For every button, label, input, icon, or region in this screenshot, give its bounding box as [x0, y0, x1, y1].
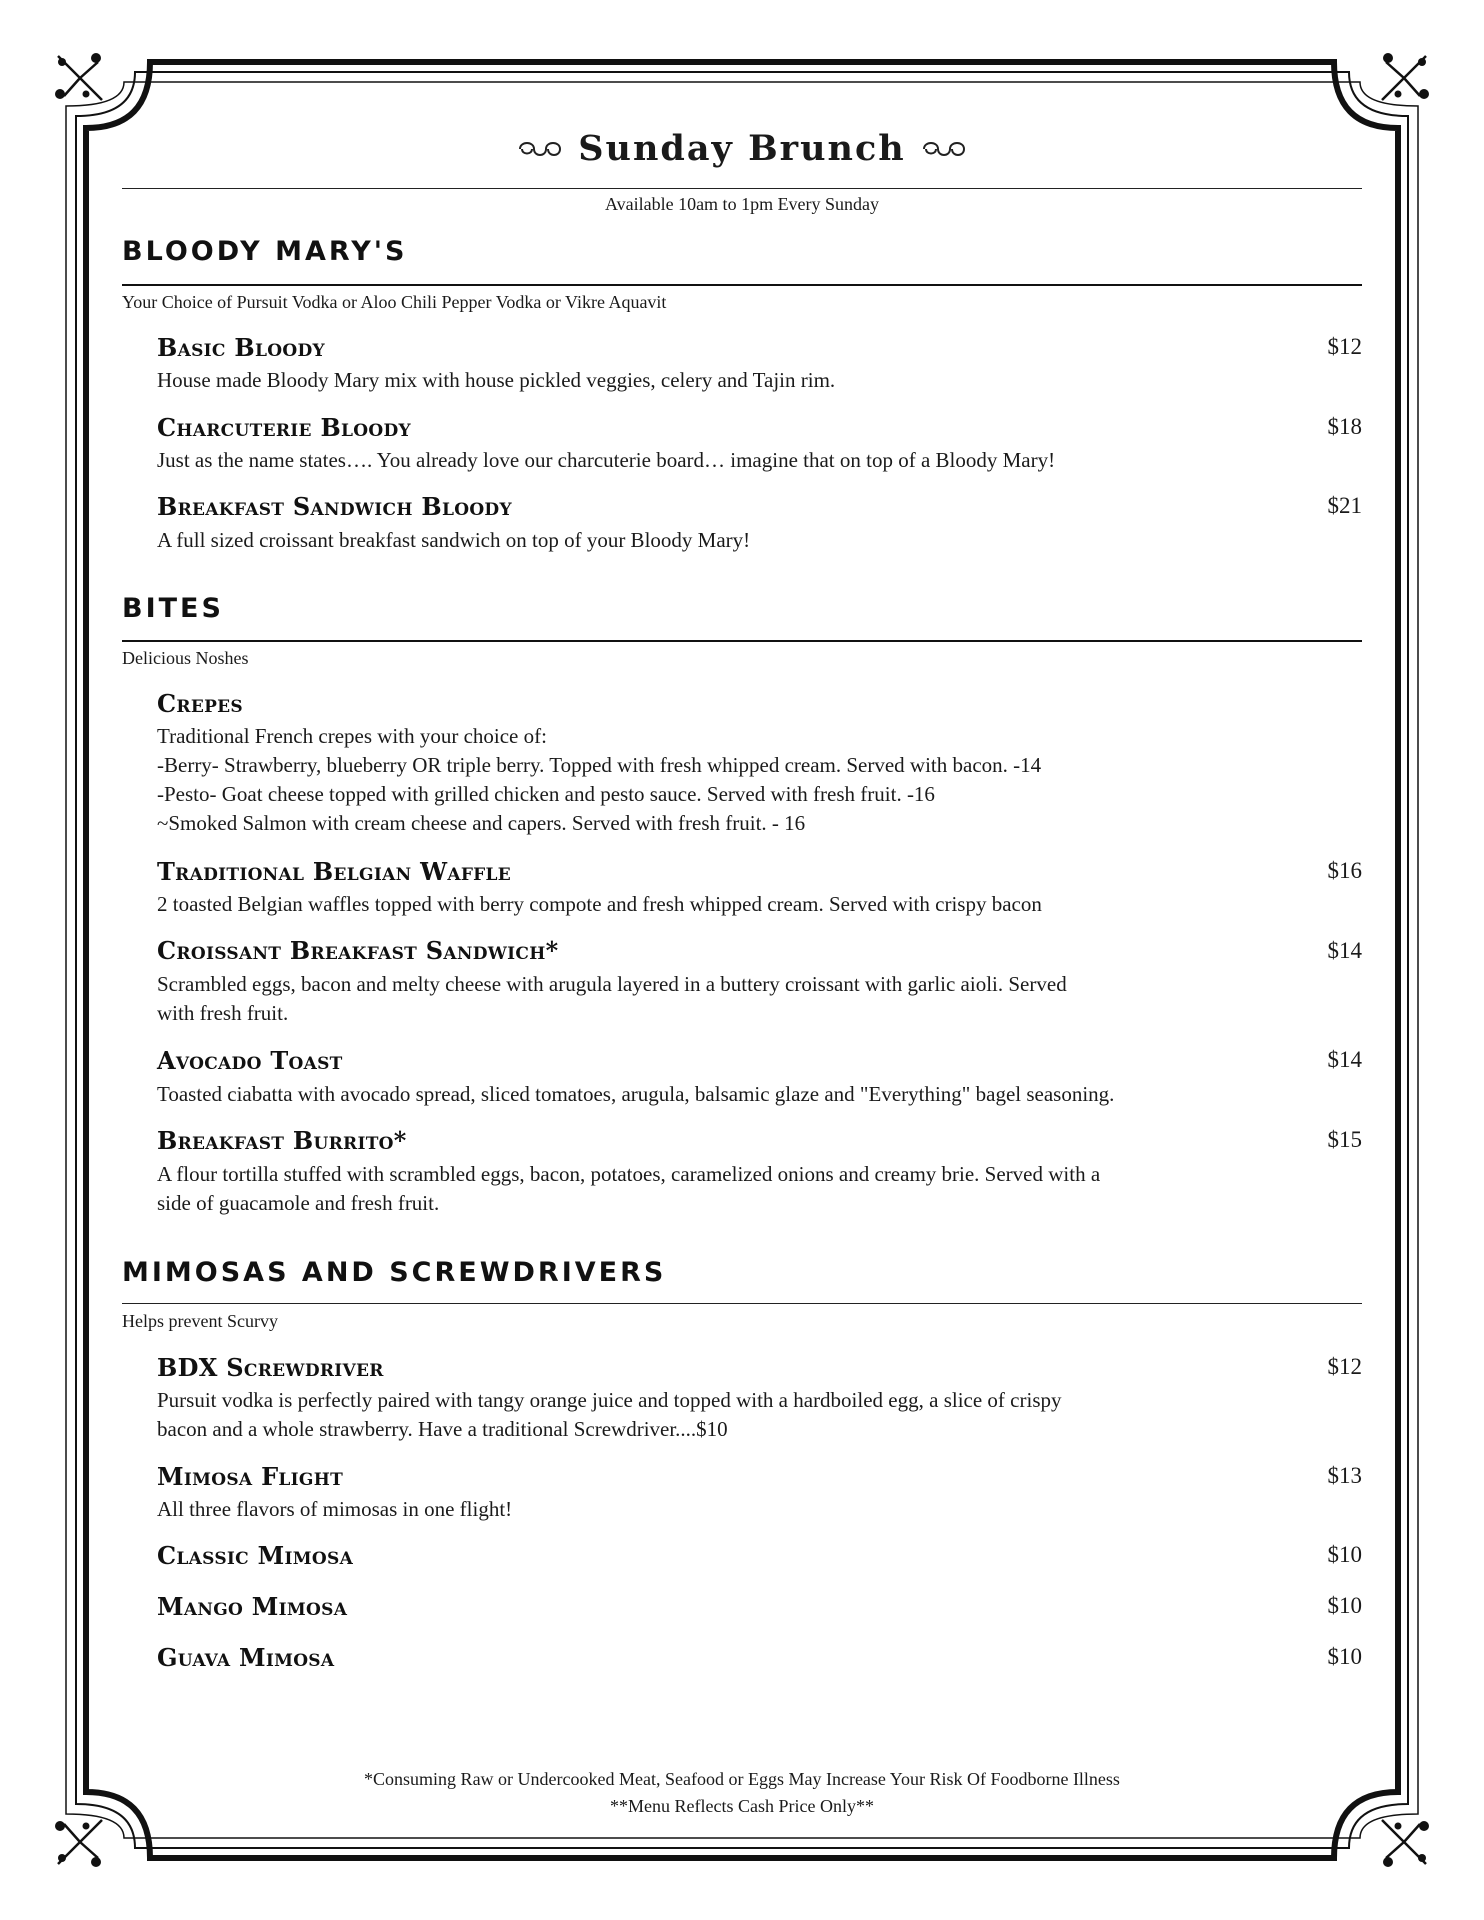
- menu-item-price: $16: [1327, 858, 1362, 883]
- menu-item-description: House made Bloody Mary mix with house pickled veggies, celery and Tajin rim.: [157, 368, 836, 392]
- menu-item-description: Pursuit vodka is perfectly paired with tangy orange juice and topped with a hardboiled egg, a slice of crispy bacon and a whole strawberry. Have a traditional Screwdriver....$10: [157, 1388, 1062, 1441]
- menu-item-price: $21: [1327, 493, 1362, 518]
- menu-item-name: Charcuterie Bloody: [157, 413, 411, 442]
- menu-item-name: Crepes: [157, 689, 244, 718]
- divider: [122, 640, 1362, 642]
- corner-flourish-icon: [50, 1812, 110, 1872]
- divider: [122, 188, 1362, 189]
- menu-item-price: $14: [1327, 938, 1362, 963]
- menu-item-description: All three flavors of mimosas in one flight!: [157, 1497, 513, 1521]
- footer-notes: [0, 1766, 1484, 1820]
- menu-item-price: $15: [1327, 1127, 1362, 1152]
- curl-ornament-icon: [922, 138, 966, 160]
- footer-disclaimer: *Consuming Raw or Undercooked Meat, Seafood or Eggs May Increase Your Risk Of Foodborne Illness: [364, 1769, 1120, 1789]
- menu-item-price: $14: [1327, 1047, 1362, 1072]
- menu-item-description: A flour tortilla stuffed with scrambled eggs, bacon, potatoes, caramelized onions and creamy brie. Served with a side of guacamole and fresh fruit.: [157, 1162, 1101, 1215]
- menu-item-description: 2 toasted Belgian waffles topped with berry compote and fresh whipped cream. Served with crispy bacon: [157, 892, 1042, 916]
- corner-flourish-icon: [1374, 48, 1434, 108]
- menu-item-description: Just as the name states…. You already love our charcuterie board… imagine that on top of a Bloody Mary!: [157, 448, 1056, 472]
- section-title-bloody-marys: BLOODY MARY'S: [122, 236, 408, 267]
- menu-item-price: $13: [1327, 1463, 1362, 1488]
- menu-item-name: Breakfast Burrito*: [157, 1126, 407, 1155]
- divider: [122, 1303, 1362, 1304]
- section-subtitle: Helps prevent Scurvy: [122, 1311, 278, 1331]
- menu-item-price: $10: [1327, 1593, 1362, 1618]
- menu-item-name: Croissant Breakfast Sandwich*: [157, 936, 559, 965]
- menu-item-price: $12: [1327, 1354, 1362, 1379]
- section-title-mimosas: MIMOSAS AND SCREWDRIVERS: [122, 1257, 667, 1288]
- menu-item-description: Toasted ciabatta with avocado spread, sliced tomatoes, arugula, balsamic glaze and "Everything" bagel seasoning.: [157, 1082, 1115, 1106]
- menu-item-name: Avocado Toast: [157, 1046, 343, 1075]
- menu-item-price: $18: [1327, 414, 1362, 439]
- menu-item-name: BDX Screwdriver: [157, 1353, 384, 1382]
- menu-item-name: Basic Bloody: [157, 333, 325, 362]
- menu-item-name: Mimosa Flight: [157, 1462, 344, 1491]
- menu-item-name: Breakfast Sandwich Bloody: [157, 492, 512, 521]
- menu-header: [0, 128, 1484, 169]
- menu-item-name: Mango Mimosa: [157, 1592, 348, 1621]
- footer-cash-note: **Menu Reflects Cash Price Only**: [610, 1796, 874, 1816]
- menu-item-name: Guava Mimosa: [157, 1643, 335, 1672]
- menu-item-description: Scrambled eggs, bacon and melty cheese with arugula layered in a buttery croissant with garlic aioli. Served with fresh fruit.: [157, 972, 1067, 1025]
- section-subtitle: Your Choice of Pursuit Vodka or Aloo Chili Pepper Vodka or Vikre Aquavit: [122, 292, 667, 312]
- divider: [122, 284, 1362, 286]
- menu-item-name: Classic Mimosa: [157, 1541, 354, 1570]
- section-subtitle: Delicious Noshes: [122, 648, 249, 668]
- availability-note: Available 10am to 1pm Every Sunday: [604, 194, 880, 214]
- menu-item-price: $12: [1327, 334, 1362, 359]
- curl-ornament-icon: [518, 138, 562, 160]
- menu-item-description: Traditional French crepes with your choice of: -Berry- Strawberry, blueberry OR triple berry. Topped with fresh whipped cream. Served with bacon. -14 -Pesto- Goat cheese topped with grilled chicken and pesto sauce. Served with fresh fruit. -16 ~Smoked Salmon with cream cheese and capers. Served with fresh fruit. - 16: [157, 724, 1042, 835]
- page-title: Sunday Brunch: [578, 128, 906, 169]
- corner-flourish-icon: [1374, 1812, 1434, 1872]
- corner-flourish-icon: [50, 48, 110, 108]
- menu-item-price: $10: [1327, 1644, 1362, 1669]
- section-title-bites: BITES: [122, 593, 224, 624]
- menu-item-description: A full sized croissant breakfast sandwich on top of your Bloody Mary!: [157, 528, 751, 552]
- menu-item-name: Traditional Belgian Waffle: [157, 857, 512, 886]
- menu-item-price: $10: [1327, 1542, 1362, 1567]
